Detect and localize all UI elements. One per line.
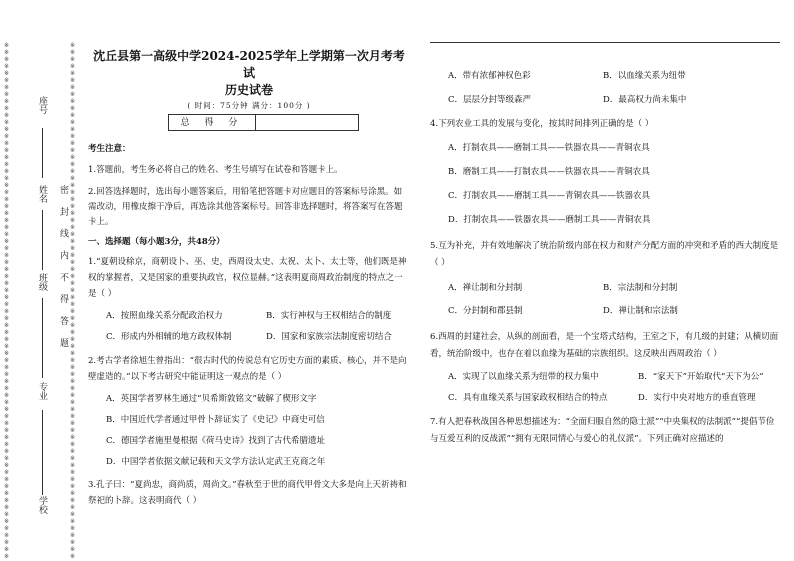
score-label: 总 得 分 — [169, 115, 256, 131]
school-label: 学校 — [37, 496, 47, 514]
seal-notice: 密 封 线 内 不 得 答 题 — [58, 185, 68, 353]
option-b[interactable]: B．“家天下”开始取代“天下为公” — [638, 372, 764, 382]
exam-meta: ( 时间：75分钟 满分：100分 ) — [187, 101, 311, 110]
option-a[interactable]: A．按照血缘关系分配政治权力 — [106, 311, 223, 321]
option-c[interactable]: C．形成内外相辅的地方政权体制 — [106, 332, 232, 342]
question-stem: 4.下列农业工具的发展与变化，按其时间排列正确的是（ ） — [430, 119, 654, 129]
option-a[interactable]: A．打制农具——磨制工具——铁器农具——青铜农具 — [448, 143, 650, 153]
notice-heading: 考生注意： — [88, 144, 131, 154]
class-label: 班级 — [37, 273, 47, 291]
option-a[interactable]: A．英国学者罗林生通过“贝希斯敦铭文”破解了楔形文字 — [106, 394, 317, 404]
seat-label: 座号 — [37, 96, 47, 114]
option-d[interactable]: D．禅让制和宗法制 — [603, 306, 678, 316]
option-c[interactable]: C．具有血缘关系与国家政权相结合的特点 — [448, 393, 608, 403]
option-a[interactable]: A．禅让制和分封制 — [448, 283, 523, 293]
option-c[interactable]: C．德国学者施里曼根据《荷马史诗》找到了古代希腊遗址 — [106, 436, 326, 446]
option-a[interactable]: A．实现了以血缘关系为纽带的权力集中 — [448, 372, 599, 382]
option-b[interactable]: B．磨制工具——打制农具——铁器农具——青铜农具 — [448, 167, 650, 177]
question-stem: 5.互为补充，并有效地解决了统治阶级内部在权力和财产分配方面的冲突和矛盾的西大制度是（ ） — [430, 241, 779, 268]
question-stem: 1.“夏朝设稌京，商朝设卜、巫、史，西周设太史、太祝、太卜、太士等，他们既是神权的掌握者，又是国家的重要执政官，权位显赫。”这表明夏商周政治制度的特点之一是（ ） — [88, 257, 407, 299]
name-label: 姓名 — [37, 185, 47, 203]
option-b[interactable]: B．中国近代学者通过甲骨卜辞证实了《史记》中商史可信 — [106, 415, 325, 425]
option-c[interactable]: C．分封制和郡县制 — [448, 306, 523, 316]
question-stem: 2.考古学者徐旭生曾指出：“很古时代的传说总有它历史方面的素质、核心，并不是向壁虚造的。”以下考古研究中能证明这一观点的是（ ） — [88, 356, 407, 382]
option-c[interactable]: C．层层分封等级森严 — [448, 95, 532, 105]
binding-margin — [0, 0, 82, 561]
notice-item: 2.回答选择题时，选出每小题答案后，用铅笔把答题卡对应题目的答案标号涂黑。如需改动，用橡皮擦干净后，再选涂其他答案标号。回答非选择题时，将答案写在答题卡上。 — [88, 187, 403, 227]
option-b[interactable]: B．实行神权与王权相结合的制度 — [266, 311, 392, 321]
major-label: 专业 — [37, 382, 47, 400]
class-line — [42, 298, 43, 378]
question-stem: 3.孔子曰：“夏尚忠，商尚质，周尚文。”春秋至于世的商代甲骨文大多是向上天祈祷和祭祀的卜辞。这表明商代（ ） — [88, 480, 407, 506]
option-c[interactable]: C．打制农具——磨制工具——青铜农具——铁器农具 — [448, 191, 651, 201]
star-border-right: ※※※※※※※※※※※※※※※※※※※※※※※※※※※※※※※※※※※※※※※※※※※※※※※※※※※※※※※※※※※※※※※※※※※※※※※※※※ — [70, 42, 76, 560]
option-a[interactable]: A．带有浓郁神权色彩 — [448, 71, 531, 81]
major-line — [42, 410, 43, 495]
question-stem: 6.西周的封建社会，从纵的剖面看，是一个宝塔式结构，王室之下，有几级的封建；从横切面看，统治阶级中，也存在着以血缘为基础的宗族组织。这反映出西周政治（ ） — [430, 332, 779, 359]
left-column — [88, 46, 410, 509]
option-d[interactable]: D．中国学者依据文献记载和天文学方法认定武王克商之年 — [106, 457, 326, 467]
star-border-left: ※※※※※※※※※※※※※※※※※※※※※※※※※※※※※※※※※※※※※※※※※※※※※※※※※※※※※※※※※※※※※※※※※※※※※※※※※※ — [4, 42, 10, 560]
notice-item: 1.答题前，考生务必将自己的姓名、考生号填写在试卷和答题卡上。 — [88, 165, 343, 175]
top-rule — [430, 42, 780, 43]
option-b[interactable]: B．以血缘关系为纽带 — [603, 71, 686, 81]
question-stem: 7.有人把春秋战国各种思想描述为：“全面归服自然的隐士派”“中央集权的法制派”“提倡节俭与互爱互利的反战派”“拥有无限同情心与爱心的礼仪派”。下列正确对应描述的 — [430, 417, 775, 444]
exam-subtitle: 历史试卷 — [224, 83, 273, 97]
option-d[interactable]: D．最高权力尚未集中 — [603, 95, 687, 105]
score-table — [168, 114, 359, 131]
name-line — [42, 210, 43, 270]
score-blank[interactable] — [256, 115, 359, 131]
exam-title: 沈丘县第一高级中学2024-2025学年上学期第一次月考考试 — [93, 49, 405, 80]
option-d[interactable]: D．打制农具——铁器农具——磨制工具——青铜农具 — [448, 215, 651, 225]
right-column — [430, 46, 780, 448]
option-b[interactable]: B．宗法制和分封制 — [603, 283, 678, 293]
option-d[interactable]: D．国家和家族宗法制度密切结合 — [266, 332, 392, 342]
section-heading: 一、选择题（每小题3分，共48分） — [88, 237, 225, 247]
option-d[interactable]: D．实行中央对地方的垂直管理 — [638, 393, 756, 403]
seat-line — [42, 128, 43, 178]
